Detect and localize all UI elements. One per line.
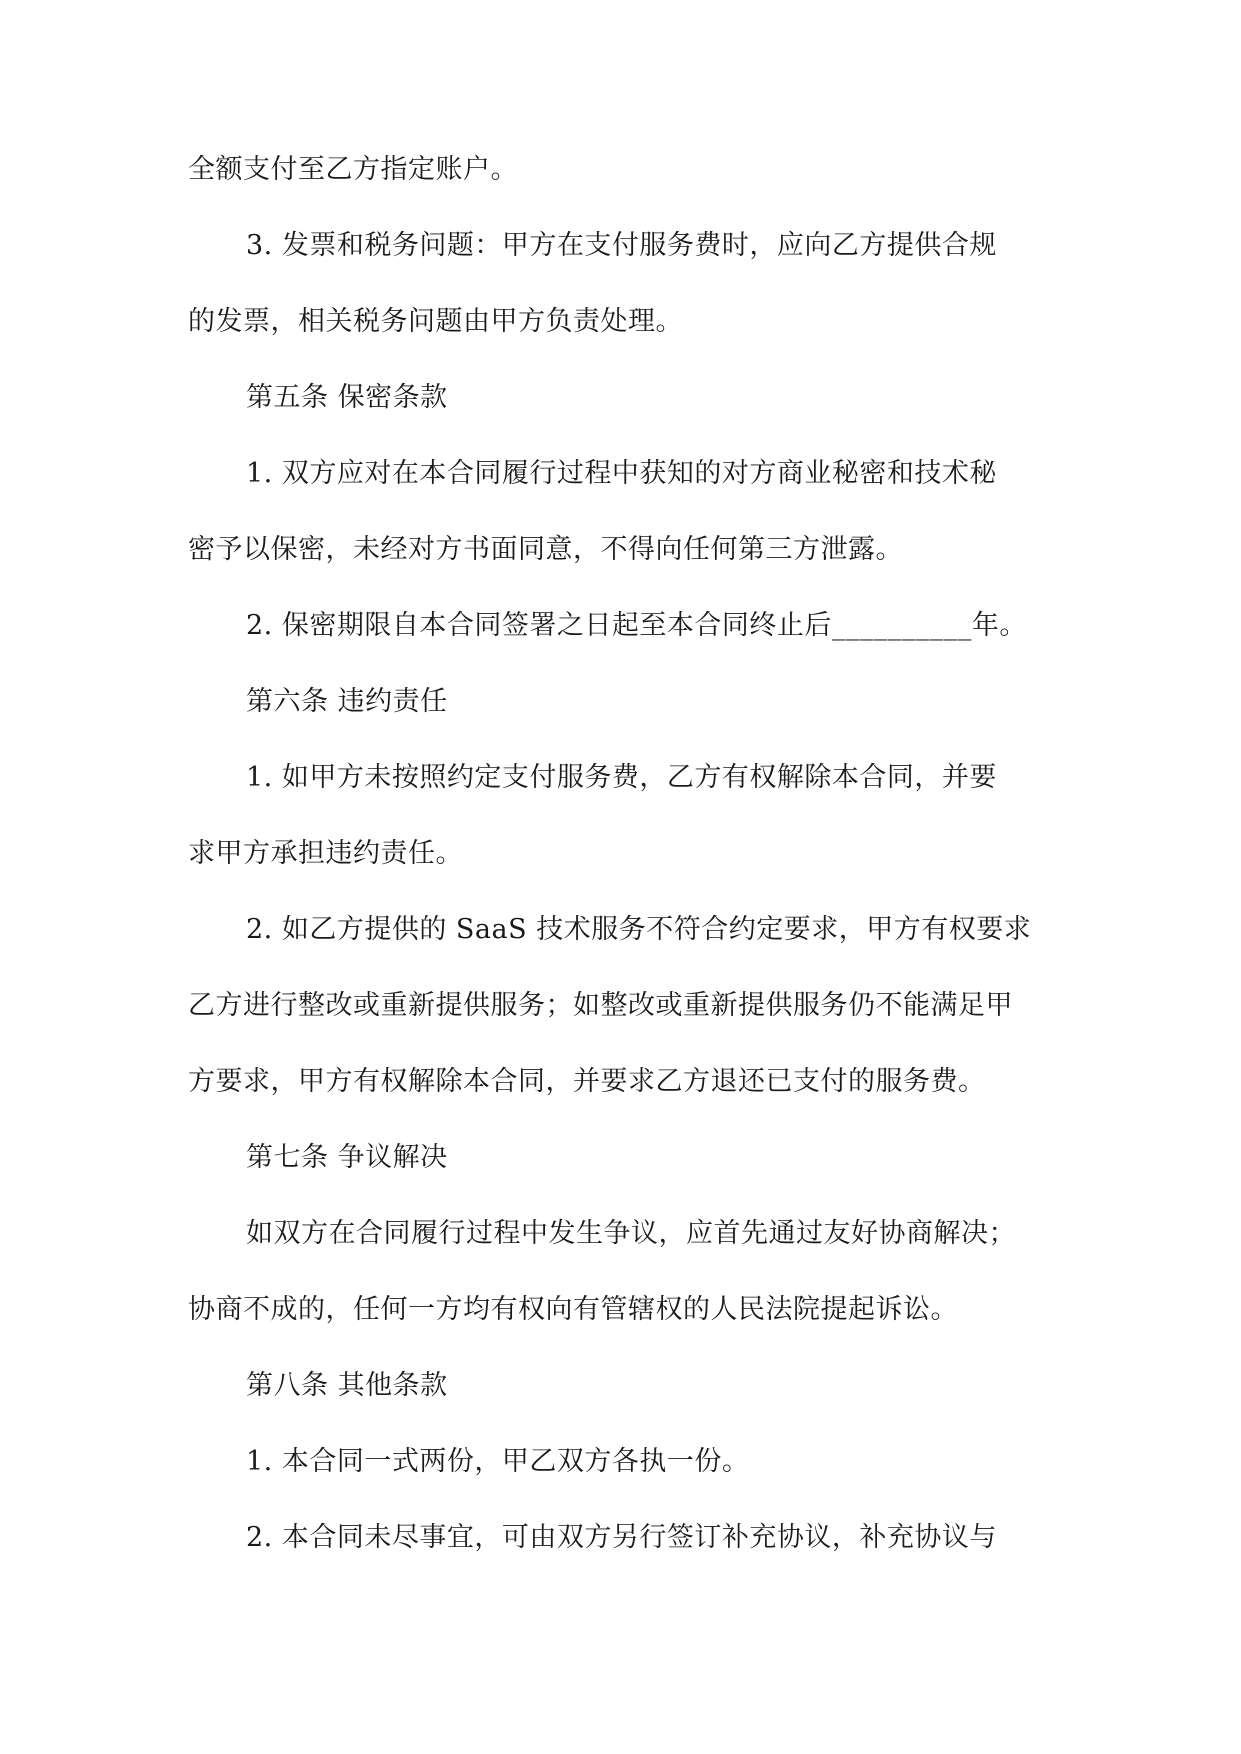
paragraph-line: 如双方在合同履行过程中发生争议，应首先通过友好协商解决； — [246, 1218, 1016, 1249]
paragraph-line: 3. 发票和税务问题：甲方在支付服务费时，应向乙方提供合规 — [246, 230, 997, 261]
paragraph-line: 2. 如乙方提供的 SaaS 技术服务不符合约定要求，甲方有权要求 — [246, 914, 1032, 945]
paragraph-line: 求甲方承担违约责任。 — [188, 838, 463, 869]
section-heading: 第七条 争议解决 — [246, 1142, 448, 1173]
paragraph-line: 全额支付至乙方指定账户。 — [188, 154, 518, 185]
paragraph-line: 2. 保密期限自本合同签署之日起至本合同终止后__________年。 — [246, 610, 1027, 641]
paragraph-line: 2. 本合同未尽事宜，可由双方另行签订补充协议，补充协议与 — [246, 1522, 997, 1553]
paragraph-line: 协商不成的，任何一方均有权向有管辖权的人民法院提起诉讼。 — [188, 1294, 958, 1325]
section-heading: 第六条 违约责任 — [246, 686, 448, 717]
section-heading: 第五条 保密条款 — [246, 382, 448, 413]
paragraph-line: 1. 双方应对在本合同履行过程中获知的对方商业秘密和技术秘 — [246, 458, 997, 489]
section-heading: 第八条 其他条款 — [246, 1370, 448, 1401]
paragraph-line: 的发票，相关税务问题由甲方负责处理。 — [188, 306, 683, 337]
paragraph-line: 1. 本合同一式两份，甲乙双方各执一份。 — [246, 1446, 750, 1477]
paragraph-line: 1. 如甲方未按照约定支付服务费，乙方有权解除本合同，并要 — [246, 762, 997, 793]
paragraph-line: 乙方进行整改或重新提供服务；如整改或重新提供服务仍不能满足甲 — [188, 990, 1013, 1021]
paragraph-line: 密予以保密，未经对方书面同意，不得向任何第三方泄露。 — [188, 534, 903, 565]
paragraph-line: 方要求，甲方有权解除本合同，并要求乙方退还已支付的服务费。 — [188, 1066, 986, 1097]
